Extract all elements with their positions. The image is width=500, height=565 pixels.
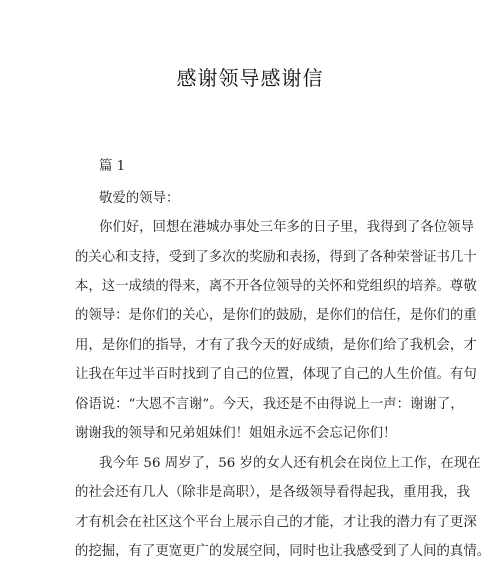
body-line: 你们好，回想在港城办事处三年多的日子里，我得到了各位领导 [99,220,474,235]
body-line: 我今年 56 周岁了，56 岁的女人还有机会在岗位上工作，在现在 [99,456,481,471]
body-line: 用，是你们的指导，才有了我今天的好成绩，是你们给了我机会，才 [75,338,477,353]
body-line: 让我在年过半百时找到了自己的位置，体现了自己的人生价值。有句 [75,367,477,382]
body-line: 本，这一成绩的得来，离不开各位领导的关怀和党组织的培养。尊敬 [75,279,477,294]
salutation: 敬爱的领导： [99,191,180,206]
section-label: 篇 1 [99,159,126,174]
body-line: 才有机会在社区这个平台上展示自己的才能，才让我的潜力有了更深 [75,515,477,530]
body-line: 的挖掘，有了更宽更广的发展空间，同时也让我感受到了人间的真情。 [75,544,491,559]
body-line: 的关心和支持，受到了多次的奖励和表扬，得到了各种荣誉证书几十 [75,250,477,265]
body-line: 的领导：是你们的关心，是你们的鼓励，是你们的信任，是你们的重 [75,308,477,323]
body-line: 的社会还有几人（除非是高职），是各级领导看得起我，重用我，我 [75,485,471,500]
document-title: 感谢领导感谢信 [176,66,324,90]
body-line: 俗语说：“大恩不言谢”。今天，我还是不由得说上一声：谢谢了， [75,397,464,412]
body-line: 谢谢我的领导和兄弟姐妹们！姐姐永远不会忘记你们！ [75,426,397,441]
